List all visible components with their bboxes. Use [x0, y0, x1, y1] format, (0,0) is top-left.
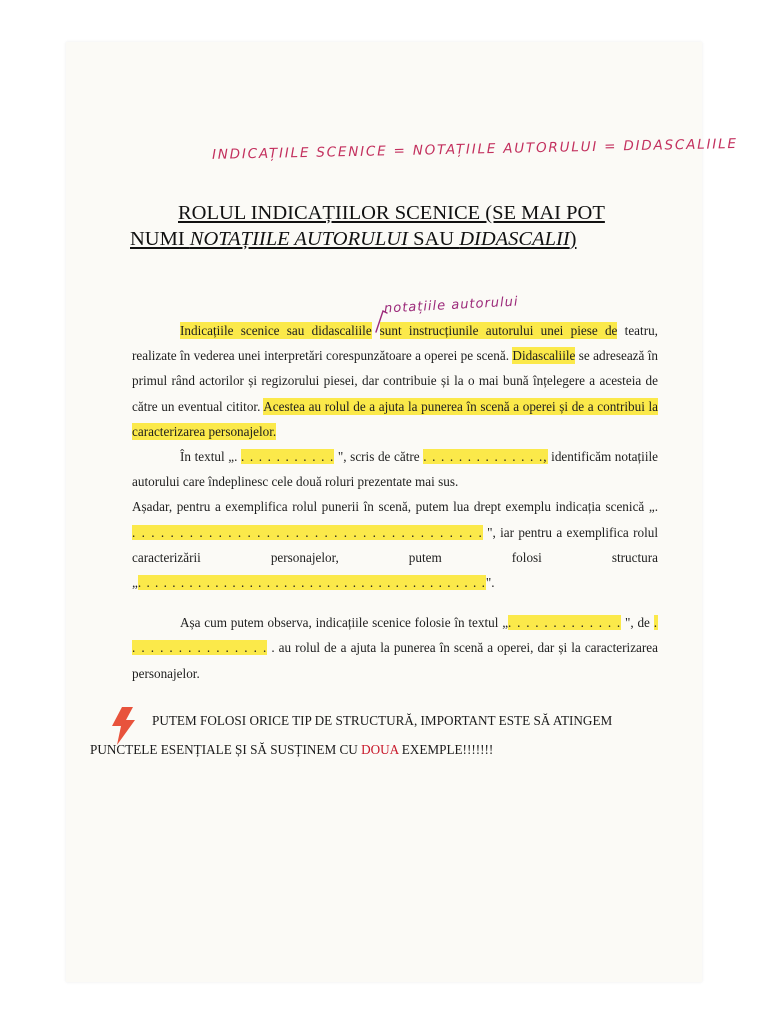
document-body	[132, 318, 658, 686]
paragraph-3	[132, 494, 658, 595]
note-line-2	[90, 735, 680, 764]
paragraph-text: . au rolul de a ajuta la punerea în scenă a operei, dar și la caracterizarea personajelor.	[132, 640, 658, 681]
handwritten-note: INDICAȚIILE SCENICE = NOTAȚIILE AUTORULUI = DIDASCALIILE	[211, 135, 738, 163]
title-text: NUMI	[130, 228, 190, 250]
highlight: Didascaliile	[512, 348, 576, 364]
title-text: SAU	[407, 228, 460, 250]
note-line-1: PUTEM FOLOSI ORICE TIP DE STRUCTURĂ, IMPORTANT ESTE SĂ ATINGEM	[152, 713, 613, 728]
important-note	[90, 706, 680, 764]
paragraph-text: se adresează în primul rând actorilor și regizorului piesei, dar contribuie și la o mai bună înțelegere a acesteia de către un eventual cititor.	[132, 348, 659, 414]
paragraph-text: În textul „.	[180, 449, 241, 465]
note-text: EXEMPLE!!!!!!!	[398, 742, 494, 757]
paragraph-text: Așadar, pentru a exemplifica rolul punerii în scenă, putem lua drept exemplu indicația scenică „.	[132, 499, 658, 515]
paragraph-text: ", scris de către	[334, 449, 424, 465]
highlight: Acestea au rolul de a ajuta la punerea în scenă a operei și de a contribui la caracterizarea personajelor.	[132, 398, 658, 439]
title-italic-1: NOTAȚIILE AUTORULUI	[189, 228, 408, 250]
fill-in-blank[interactable]: . . . . . . . . . . . . .	[508, 615, 622, 631]
fill-in-blank[interactable]: . . . . . . . . . . . . . . .	[132, 640, 268, 656]
fill-in-blank[interactable]: . . . . . . . . . . . . . . . . . . . . . . . . . . . . . . . . . . . . .	[132, 524, 483, 540]
paragraph-text: identificăm notațiile autorului care îndeplinesc cele două roluri prezentate mai sus.	[132, 449, 659, 490]
paragraph-1	[132, 318, 658, 444]
emphasis-word: DOUA	[361, 742, 399, 757]
fill-in-blank[interactable]: .	[653, 615, 658, 631]
fill-in-blank[interactable]: . . . . . . . . . . .	[240, 449, 335, 465]
handwritten-annotation: notațiile autorului	[383, 294, 519, 317]
paragraph-text: teatru, realizate în vederea unei interpretări corespunzătoare a operei pe scenă.	[132, 323, 658, 364]
title-text: )	[569, 228, 577, 250]
title-italic-2: DIDASCALII	[459, 228, 570, 250]
paragraph-2	[132, 444, 658, 494]
page-title	[130, 200, 650, 252]
paragraph-text: Așa cum putem observa, indicațiile scenice folosie în textul „	[180, 615, 509, 631]
paragraph-4	[132, 610, 658, 686]
paragraph-text: ".	[485, 575, 495, 591]
paragraph-text: ", iar pentru a exemplifica rolul caracterizării personajelor, putem folosi structura „	[132, 524, 659, 591]
title-line-1: ROLUL INDICAȚIILOR SCENICE (SE MAI POT	[178, 202, 605, 224]
fill-in-blank[interactable]: . . . . . . . . . . . . . .,	[423, 449, 548, 465]
title-line-2	[130, 226, 650, 252]
fill-in-blank[interactable]: . . . . . . . . . . . . . . . . . . . . . . . . . . . . . . . . . . . . . . . . .	[137, 575, 486, 591]
highlight: Indicațiile scenice sau didascaliile	[180, 323, 372, 338]
paragraph-text: ", de	[621, 615, 654, 631]
highlight: sunt instrucțiunile autorului unei piese de	[379, 323, 618, 338]
note-text: PUNCTELE ESENȚIALE ȘI SĂ SUSȚINEM CU	[90, 742, 362, 757]
